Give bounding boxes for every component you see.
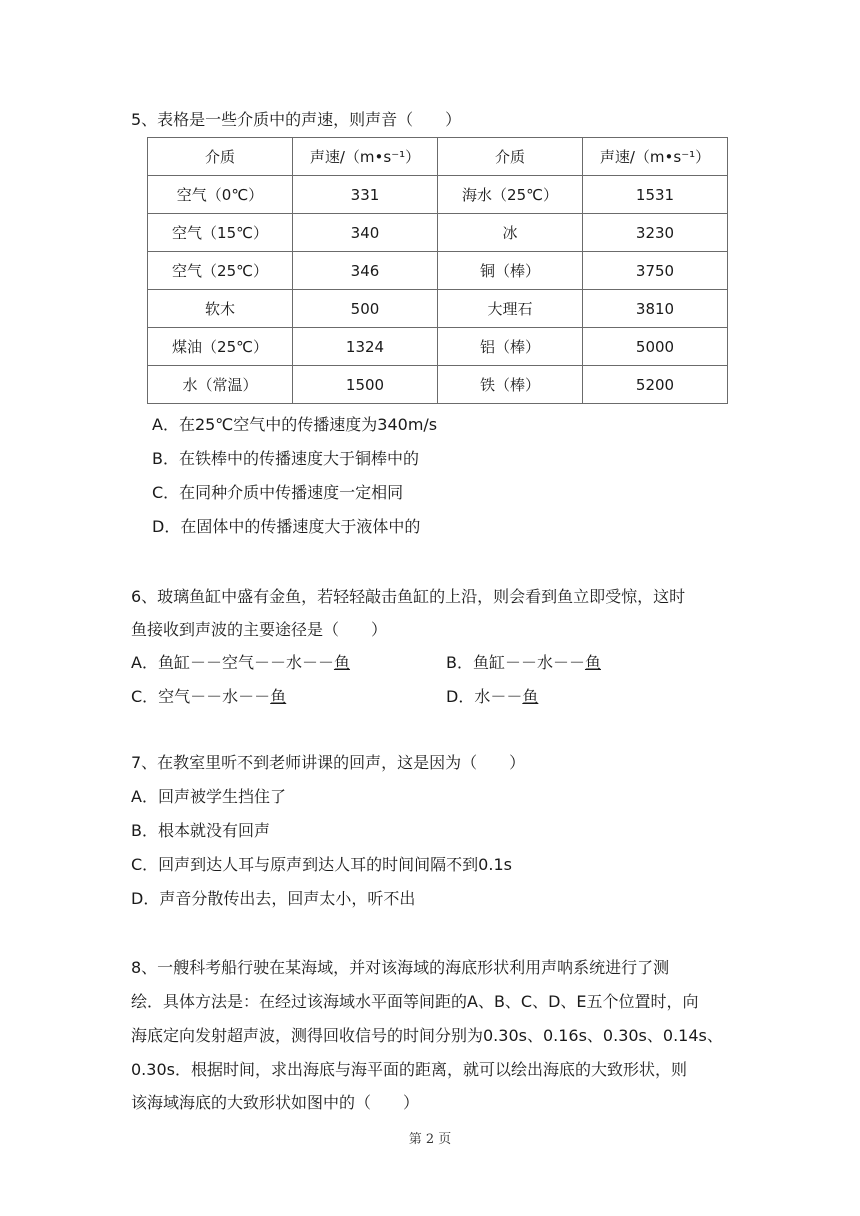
- question-6-stem-line-2: 鱼接收到声波的主要途径是（ ）: [131, 620, 388, 639]
- table-cell: 空气（25℃）: [148, 252, 293, 290]
- table-cell: 煤油（25℃）: [148, 328, 293, 366]
- question-5-option-b: B．在铁棒中的传播速度大于铜棒中的: [152, 449, 419, 468]
- sound-speed-table: [147, 137, 728, 404]
- question-5-stem: 5、表格是一些介质中的声速，则声音（ ）: [131, 110, 462, 129]
- question-5-option-c: C．在同种介质中传播速度一定相同: [152, 483, 404, 502]
- table-cell: 空气（0℃）: [148, 176, 293, 214]
- table-cell: 5200: [583, 366, 728, 404]
- table-row: [148, 214, 728, 252]
- table-cell: 3750: [583, 252, 728, 290]
- table-row: [148, 176, 728, 214]
- table-cell: 3810: [583, 290, 728, 328]
- table-cell: 5000: [583, 328, 728, 366]
- table-cell: 水（常温）: [148, 366, 293, 404]
- question-5-option-a: A．在25℃空气中的传播速度为340m/s: [152, 415, 438, 434]
- table-cell: 1531: [583, 176, 728, 214]
- option-underlined-text: 鱼: [270, 687, 287, 706]
- question-6-stem-line-1: 6、玻璃鱼缸中盛有金鱼，若轻轻敲击鱼缸的上沿，则会看到鱼立即受惊，这时: [131, 587, 686, 606]
- option-text: D．水－－: [446, 687, 523, 706]
- table-cell: 346: [293, 252, 438, 290]
- table-cell: 1324: [293, 328, 438, 366]
- question-8-line-5: 该海域海底的大致形状如图中的（ ）: [131, 1093, 420, 1112]
- question-6-option-c: [131, 686, 286, 708]
- table-cell: 铜（棒）: [438, 252, 583, 290]
- table-row: [148, 290, 728, 328]
- question-7-option-a: A．回声被学生挡住了: [131, 787, 286, 806]
- question-5-option-d: D．在固体中的传播速度大于液体中的: [152, 517, 421, 536]
- table-cell: 3230: [583, 214, 728, 252]
- table-header-cell: 介质: [438, 138, 583, 176]
- option-underlined-text: 鱼: [522, 687, 539, 706]
- option-text: A．鱼缸－－空气－－水－－: [131, 653, 334, 672]
- question-8-line-2: 绘．具体方法是：在经过该海域水平面等间距的A、B、C、D、E五个位置时，向: [131, 992, 699, 1011]
- question-8-line-1: 8、一艘科考船行驶在某海域，并对该海域的海底形状利用声呐系统进行了测: [131, 958, 670, 977]
- table-header-cell: 介质: [148, 138, 293, 176]
- table-header-row: [148, 138, 728, 176]
- question-8-line-3: 海底定向发射超声波，测得回收信号的时间分别为0.30s、0.16s、0.30s、0.14s、: [131, 1026, 723, 1045]
- question-6-option-d: [446, 686, 538, 708]
- table-header-cell: 声速/（m•s⁻¹）: [293, 138, 438, 176]
- table-header-cell: 声速/（m•s⁻¹）: [583, 138, 728, 176]
- table-cell: 铝（棒）: [438, 328, 583, 366]
- table-cell: 1500: [293, 366, 438, 404]
- table-row: [148, 252, 728, 290]
- question-7-stem: 7、在教室里听不到老师讲课的回声，这是因为（ ）: [131, 753, 526, 772]
- table-row: [148, 366, 728, 404]
- table-cell: 空气（15℃）: [148, 214, 293, 252]
- question-7-option-b: B．根本就没有回声: [131, 821, 270, 840]
- table-row: [148, 328, 728, 366]
- question-7-option-c: C．回声到达人耳与原声到达人耳的时间间隔不到0.1s: [131, 855, 512, 874]
- question-6-option-a: [131, 652, 350, 674]
- table-cell: 冰: [438, 214, 583, 252]
- option-text: C．空气－－水－－: [131, 687, 271, 706]
- table-cell: 铁（棒）: [438, 366, 583, 404]
- question-8-line-4: 0.30s．根据时间，求出海底与海平面的距离，就可以绘出海底的大致形状，则: [131, 1060, 687, 1079]
- option-text: B．鱼缸－－水－－: [446, 653, 585, 672]
- question-7-option-d: D．声音分散传出去，回声太小，听不出: [131, 889, 416, 908]
- table-cell: 软木: [148, 290, 293, 328]
- table-cell: 海水（25℃）: [438, 176, 583, 214]
- page-number: 第 2 页: [408, 1132, 452, 1147]
- table-cell: 331: [293, 176, 438, 214]
- table-cell: 500: [293, 290, 438, 328]
- table-cell: 大理石: [438, 290, 583, 328]
- question-6-option-b: [446, 652, 601, 674]
- option-underlined-text: 鱼: [584, 653, 601, 672]
- option-underlined-text: 鱼: [333, 653, 350, 672]
- table-cell: 340: [293, 214, 438, 252]
